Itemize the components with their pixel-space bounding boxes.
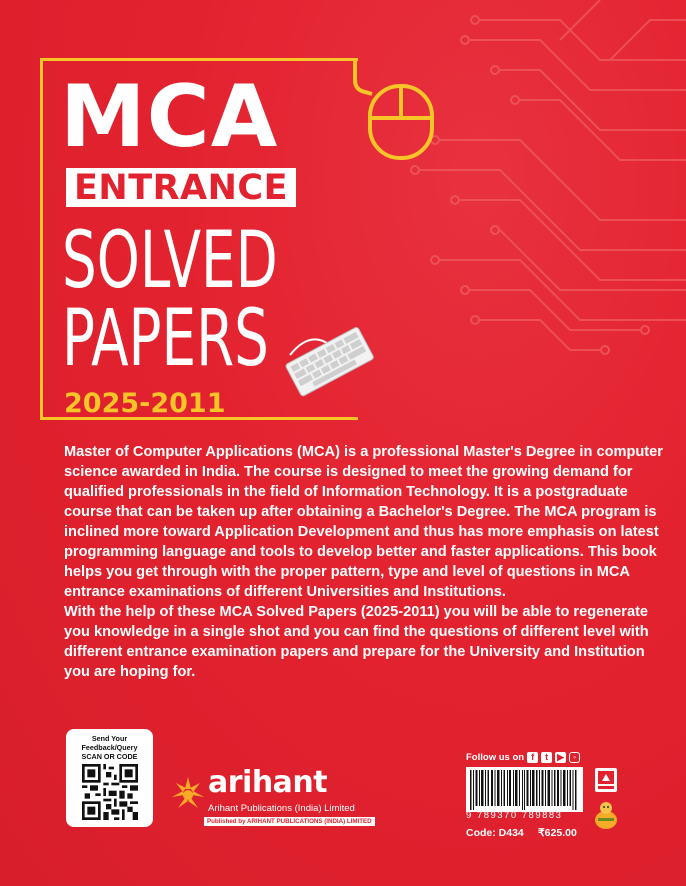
isbn-digits: 9 789370 789883 xyxy=(466,810,563,821)
instagram-icon[interactable]: ◦ xyxy=(569,752,580,763)
book-code: Code: D434 xyxy=(466,827,524,839)
social-follow xyxy=(466,752,580,763)
description-paragraph: Master of Computer Applications (MCA) is a professional Master's Degree in computer science awarded in India. The course is designed to meet the growing demand for qualified professionals in the field of Information Technology. It is a postgraduate course that can be taken up after obtaining a Bachelor's Degree. The MCA program is inclined more toward Application Development and thus has more emphasis on latest programming language and tools to develop better and faster applications. This book helps you get through with the proper pattern, type and level of questions in MCA entrance examinations of different Universities and Institutions. xyxy=(64,444,663,600)
title-line-solved: SOLVED xyxy=(62,216,278,306)
title-sub: ENTRANCE xyxy=(74,168,288,208)
book-price: ₹625.00 xyxy=(538,827,577,839)
title-sub-box xyxy=(66,168,296,207)
title-main: MCA xyxy=(60,67,279,167)
publisher-badge-icon xyxy=(595,768,617,792)
follow-label: Follow us on xyxy=(466,752,525,763)
mascot-icon xyxy=(593,800,619,830)
qr-code-icon xyxy=(82,764,138,820)
logo-wordmark: arihant xyxy=(208,765,328,800)
description xyxy=(64,442,664,682)
feedback-qr-card xyxy=(66,729,153,827)
title-years: 2025-2011 xyxy=(64,388,226,419)
scan-label: SCAN OR CODE xyxy=(81,752,138,761)
youtube-icon[interactable]: ▶ xyxy=(555,752,566,763)
feedback-label: Send Your Feedback/Query xyxy=(81,734,138,752)
sun-logo-icon xyxy=(170,773,206,815)
published-by-label: Published by ARIHANT PUBLICATIONS (INDIA) LIMITED xyxy=(204,817,375,826)
description-paragraph: With the help of these MCA Solved Papers (2025-2011) you will be able to regenerate you knowledge in a single shot and you can find the questions of different level with different entrance examination papers and prepare for the University and Institution you are hoping for. xyxy=(64,604,649,680)
title-line-papers: PAPERS xyxy=(62,294,269,384)
twitter-icon[interactable]: t xyxy=(541,752,552,763)
publisher-name: Arihant Publications (India) Limited xyxy=(208,803,355,814)
barcode-icon xyxy=(466,767,583,812)
facebook-icon[interactable]: f xyxy=(527,752,538,763)
barcode xyxy=(466,767,583,812)
